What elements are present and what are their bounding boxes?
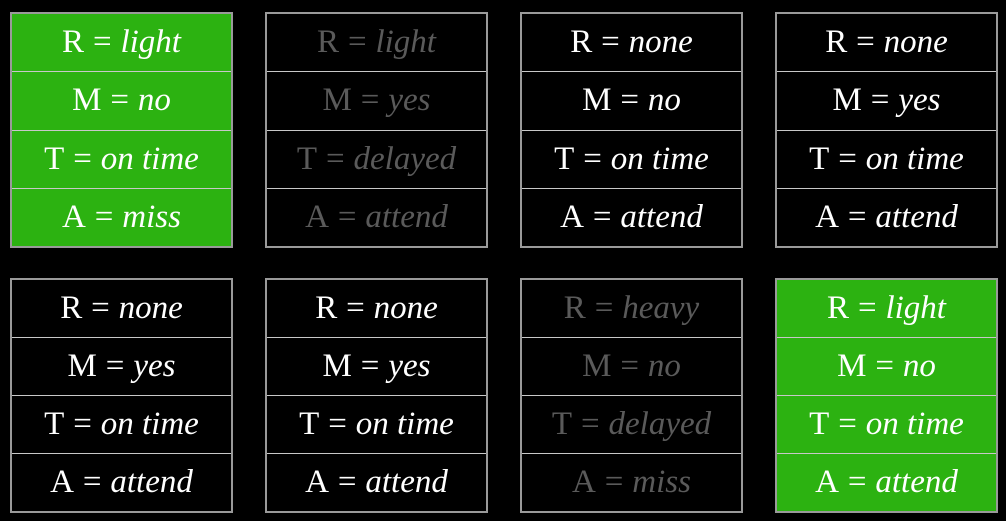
- assignment-row: [267, 14, 486, 71]
- equals-sign: =: [337, 464, 357, 500]
- value-label: heavy: [622, 290, 700, 326]
- equals-sign: =: [337, 198, 357, 235]
- value-label: attend: [365, 464, 448, 500]
- variable-label: A: [815, 198, 839, 235]
- value-label: none: [118, 290, 183, 326]
- variable-label: R: [60, 290, 83, 326]
- assignment-row: [267, 395, 486, 453]
- value-label: attend: [110, 464, 193, 500]
- assignment-row: [777, 453, 996, 511]
- variable-label: R: [62, 24, 85, 61]
- sample-card-6: [265, 278, 488, 513]
- assignment-row: [522, 453, 741, 511]
- variable-label: T: [809, 406, 830, 442]
- assignment-row: [267, 453, 486, 511]
- assignment-row: [12, 337, 231, 395]
- variable-label: R: [317, 24, 340, 61]
- variable-label: M: [322, 82, 352, 119]
- assignment-row: [777, 280, 996, 337]
- assignment-row: [267, 71, 486, 129]
- variable-label: T: [554, 140, 575, 177]
- value-label: attend: [875, 198, 958, 235]
- value-label: on time: [610, 140, 709, 177]
- variable-label: T: [296, 140, 318, 177]
- equals-sign: =: [347, 24, 367, 61]
- variable-label: A: [50, 464, 74, 500]
- value-label: yes: [388, 82, 431, 119]
- equals-sign: =: [857, 290, 877, 326]
- equals-sign: =: [91, 290, 110, 326]
- variable-label: A: [305, 198, 329, 235]
- value-label: attend: [875, 464, 958, 500]
- equals-sign: =: [325, 140, 345, 177]
- assignment-row: [267, 280, 486, 337]
- equals-sign: =: [360, 348, 380, 384]
- assignment-row: [267, 188, 486, 246]
- equals-sign: =: [94, 198, 114, 235]
- value-label: on time: [355, 406, 454, 442]
- variable-label: T: [44, 406, 65, 442]
- equals-sign: =: [838, 406, 857, 442]
- value-label: miss: [632, 464, 691, 500]
- assignment-row: [522, 280, 741, 337]
- sample-card-3: [520, 12, 743, 248]
- assignment-row: [12, 280, 231, 337]
- assignment-row: [522, 130, 741, 188]
- equals-sign: =: [870, 82, 890, 119]
- value-label: no: [647, 82, 681, 119]
- equals-sign: =: [328, 406, 347, 442]
- variable-label: R: [825, 24, 848, 61]
- value-label: attend: [620, 198, 703, 235]
- variable-label: T: [44, 140, 65, 177]
- value-label: no: [137, 82, 171, 119]
- value-label: light: [120, 24, 181, 61]
- equals-sign: =: [838, 140, 857, 177]
- variable-label: M: [322, 348, 352, 384]
- equals-sign: =: [346, 290, 365, 326]
- variable-label: M: [72, 82, 102, 119]
- assignment-row: [777, 130, 996, 188]
- variable-label: R: [563, 290, 586, 326]
- assignment-row: [267, 337, 486, 395]
- sample-card-2: [265, 12, 488, 248]
- assignment-row: [12, 71, 231, 129]
- assignment-row: [777, 14, 996, 71]
- assignment-row: [777, 395, 996, 453]
- value-label: on time: [865, 406, 964, 442]
- sample-card-4: [775, 12, 998, 248]
- equals-sign: =: [580, 406, 600, 442]
- assignment-row: [777, 337, 996, 395]
- value-label: none: [373, 290, 438, 326]
- assignment-row: [522, 188, 741, 246]
- assignment-row: [12, 188, 231, 246]
- value-label: on time: [865, 140, 964, 177]
- assignment-row: [12, 130, 231, 188]
- variable-label: M: [67, 348, 97, 384]
- sample-card-1: [10, 12, 233, 248]
- variable-label: A: [560, 198, 584, 235]
- assignment-row: [522, 395, 741, 453]
- value-label: none: [628, 24, 693, 61]
- variable-label: R: [315, 290, 338, 326]
- assignment-row: [777, 71, 996, 129]
- value-label: delayed: [608, 406, 712, 442]
- assignment-row: [12, 14, 231, 71]
- value-label: on time: [100, 140, 199, 177]
- value-label: light: [885, 290, 946, 326]
- assignment-row: [522, 337, 741, 395]
- assignment-row: [12, 453, 231, 511]
- value-label: attend: [365, 198, 448, 235]
- equals-sign: =: [82, 464, 102, 500]
- equals-sign: =: [592, 198, 612, 235]
- assignment-row: [522, 71, 741, 129]
- variable-label: M: [832, 82, 862, 119]
- variable-label: A: [305, 464, 329, 500]
- assignment-row: [12, 395, 231, 453]
- equals-sign: =: [73, 406, 92, 442]
- equals-sign: =: [604, 464, 624, 500]
- variable-label: M: [582, 348, 612, 384]
- variable-label: T: [299, 406, 320, 442]
- value-label: yes: [388, 348, 431, 384]
- variable-label: M: [582, 82, 612, 119]
- variable-label: A: [572, 464, 596, 500]
- assignment-row: [267, 130, 486, 188]
- equals-sign: =: [847, 464, 867, 500]
- value-label: on time: [100, 406, 199, 442]
- equals-sign: =: [856, 24, 875, 61]
- equals-sign: =: [620, 348, 639, 384]
- value-label: yes: [133, 348, 176, 384]
- variable-label: R: [827, 290, 850, 326]
- equals-sign: =: [601, 24, 620, 61]
- sample-card-7: [520, 278, 743, 513]
- value-label: no: [647, 348, 681, 384]
- variable-label: T: [809, 140, 830, 177]
- variable-label: T: [551, 406, 573, 442]
- assignment-row: [522, 14, 741, 71]
- equals-sign: =: [73, 140, 92, 177]
- value-label: miss: [122, 198, 181, 235]
- value-label: yes: [898, 82, 941, 119]
- equals-sign: =: [847, 198, 867, 235]
- equals-sign: =: [360, 82, 380, 119]
- equals-sign: =: [92, 24, 112, 61]
- variable-label: M: [837, 348, 867, 384]
- sample-card-8: [775, 278, 998, 513]
- equals-sign: =: [620, 82, 639, 119]
- assignment-row: [777, 188, 996, 246]
- value-label: light: [375, 24, 436, 61]
- variable-label: R: [570, 24, 593, 61]
- variable-label: A: [815, 464, 839, 500]
- sample-card-5: [10, 278, 233, 513]
- value-label: none: [883, 24, 948, 61]
- value-label: no: [902, 348, 936, 384]
- value-label: delayed: [353, 140, 457, 177]
- equals-sign: =: [594, 290, 614, 326]
- variable-label: A: [62, 198, 86, 235]
- equals-sign: =: [875, 348, 894, 384]
- equals-sign: =: [105, 348, 125, 384]
- equals-sign: =: [583, 140, 602, 177]
- equals-sign: =: [110, 82, 129, 119]
